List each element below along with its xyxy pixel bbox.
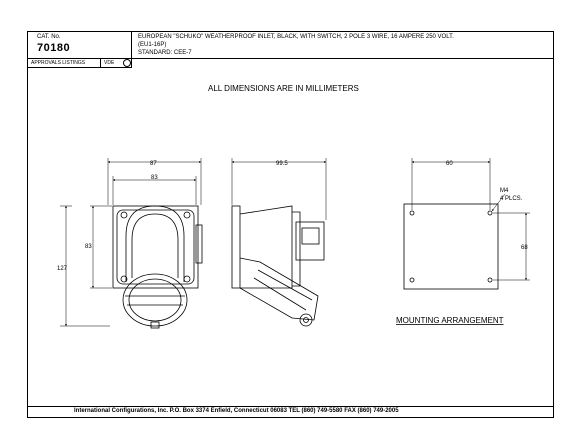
side-housing-upper — [240, 206, 292, 288]
dim-text-68: 68 — [521, 245, 528, 251]
vde-label: VDE — [104, 60, 115, 66]
catalog-label: CAT. No. — [37, 34, 61, 40]
footer-address: International Configurations, Inc. P.O. Box 3374 Enfield, Connecticut 06083 TEL (860) 749-5580 FAX (860) 749-2005 — [74, 408, 399, 414]
description-line-2: (EU1-16P) — [138, 42, 167, 48]
inlet-tab — [151, 322, 159, 328]
dim-text-127: 127 — [57, 266, 68, 272]
inlet-body — [123, 274, 187, 326]
inlet-angled-body — [240, 258, 318, 320]
screw-hole-icon — [184, 212, 190, 218]
switch-button — [302, 228, 319, 244]
side-plate — [232, 206, 240, 288]
switch-side — [196, 225, 202, 263]
dim-text-83: 83 — [151, 175, 158, 181]
front-view — [60, 158, 202, 328]
side-view — [232, 158, 326, 326]
mounting-plate — [404, 204, 498, 289]
mounting-hole-icon — [410, 211, 414, 215]
lid-outline — [126, 206, 184, 282]
lid-inner — [132, 214, 178, 278]
inlet-ring — [129, 279, 181, 321]
screw-hole-icon — [121, 212, 127, 218]
approvals-label: APPROVALS LISTINGS — [31, 60, 86, 66]
dim-text-60: 60 — [446, 161, 453, 167]
standard-line: STANDARD: CEE-7 — [138, 50, 192, 56]
dimensions-note: ALL DIMENSIONS ARE IN MILLIMETERS — [208, 84, 359, 93]
mounting-hole-icon — [488, 278, 492, 282]
screw-hole-icon — [184, 276, 190, 282]
mounting-arrangement-title: MOUNTING ARRANGEMENT — [396, 316, 504, 325]
mounting-hole-icon — [488, 211, 492, 215]
description-line-1: EUROPEAN "SCHUKO" WEATHERPROOF INLET, BLACK, WITH SWITCH, 2 POLE 3 WIRE, 16 AMPERE 250 VOLT. — [138, 34, 454, 40]
catalog-number: 70180 — [37, 42, 71, 54]
screw-count-text: 4 PLCS. — [500, 196, 523, 202]
mounting-hole-icon — [410, 278, 414, 282]
mounting-view — [404, 158, 530, 289]
dim-text-83-vert: 83 — [85, 244, 92, 250]
dim-text-87: 87 — [150, 161, 157, 167]
inlet-edge — [254, 278, 306, 310]
screw-size-text: M4 — [500, 188, 509, 194]
dim-text-99-5: 99.5 — [276, 161, 288, 167]
hinge-pin-icon — [304, 318, 309, 323]
